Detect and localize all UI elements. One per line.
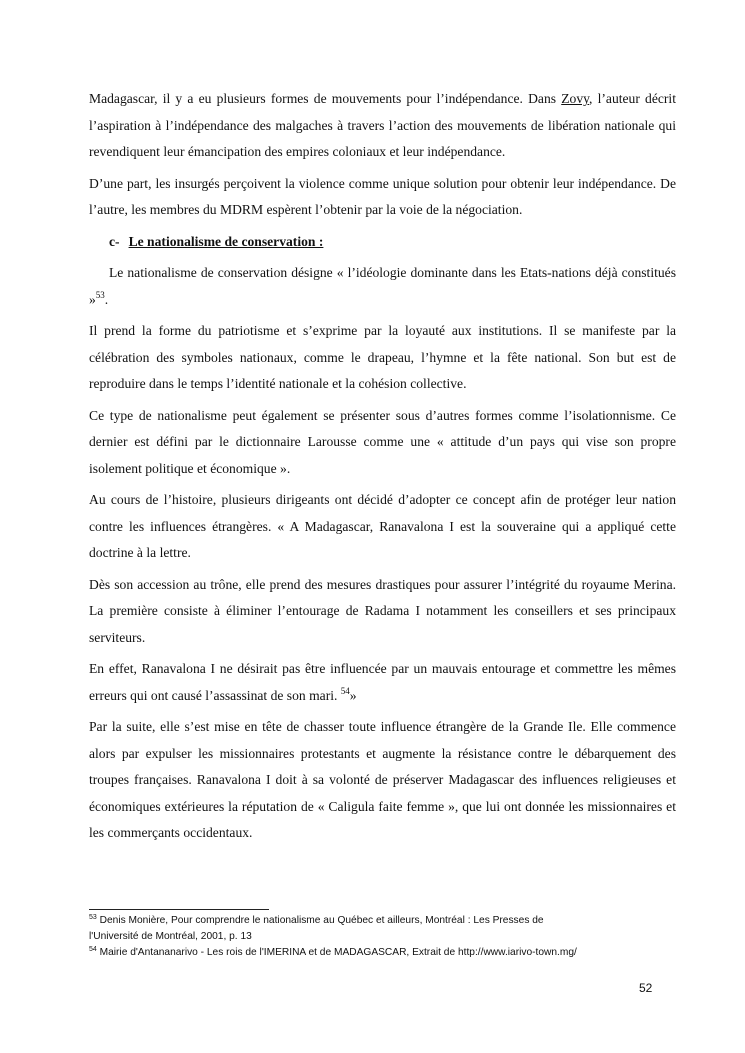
section-label: c- <box>109 233 120 249</box>
paragraph-patriotism: Il prend la forme du patriotisme et s’exprime par la loyauté aux institutions. Il se manifeste par la célébration des symboles nationaux, comme le drapeau, l’hymne et la fête national. Son but est de reproduire dans le temps l’identité nationale et la cohésion collective. <box>89 323 676 391</box>
footnote-separator <box>89 909 269 910</box>
page-body <box>89 86 676 852</box>
page-number: 52 <box>639 981 653 995</box>
paragraph-intro: Madagascar, il y a eu plusieurs formes de mouvements pour l’indépendance. Dans Zovy, l’auteur décrit l’aspiration à l’indépendance des malgaches à travers l’action des mouvements de libération nationale qui revendiquent leur émancipation des empires coloniaux et leur indépendance. <box>89 91 676 159</box>
paragraph-definition: Le nationalisme de conservation désigne « l’idéologie dominante dans les Etats-nations déjà constitués »$^{53}$. <box>89 265 676 307</box>
book-title-zovy: Zovy <box>561 91 590 106</box>
paragraph-isolationism: Ce type de nationalisme peut également se présenter sous d’autres formes comme l’isolationnisme. Ce dernier est défini par le dictionnaire Larousse comme une « attitude d’un pays qui vise son propre isolement politique et économique ». <box>89 407 676 476</box>
paragraph-caligula: Par la suite, elle s’est mise en tête de chasser toute influence étrangère de la Grande Ile. Elle commence alors par expulser les missionnaires protestants et augmente la résistance contre le débarquement des troupes françaises. Ranavalona I doit à sa volonté de préserver Madagascar des influences religieuses et économiques extérieures la réputation de « Caligula faite femme », que lui ont donnée les missionnaires et les commerçants occidentaux. <box>89 719 676 840</box>
footnote-53: $^{53}$ Denis Monière, Pour comprendre le nationalisme au Québec et ailleurs, Montréal : Les Presses de <box>89 914 544 926</box>
footnotes <box>89 913 679 961</box>
paragraph-accession: Dès son accession au trône, elle prend des mesures drastiques pour assurer l’intégrité du royaume Merina. La première consiste à éliminer l’entourage de Radama I notamment les conseillers et ses principaux serviteurs. <box>89 576 676 645</box>
footnote-ref-53[interactable]: 53 <box>95 289 105 300</box>
paragraph-history: Au cours de l’histoire, plusieurs dirigeants ont décidé d’adopter ce concept afin de protéger leur nation contre les influences étrangères. « A Madagascar, Ranavalona I est la souveraine qui a appliqué cette doctrine à la lettre. <box>89 492 676 560</box>
paragraph-influence: En effet, Ranavalona I ne désirait pas être influencée par un mauvais entourage et commettre les mêmes erreurs qui ont causé l’assassinat de son mari. $^{54}$» <box>89 661 676 703</box>
footnote-54: $^{54}$ Mairie d'Antananarivo - Les rois de l'IMERINA et de MADAGASCAR, Extrait de http://www.iarivo-town.mg/ <box>89 946 577 958</box>
footnote-ref-54[interactable]: 54 <box>340 685 350 696</box>
paragraph-insurgents: D’une part, les insurgés perçoivent la violence comme unique solution pour obtenir leur indépendance. De l’autre, les membres du MDRM espèrent l’obtenir par la voie de la négociation. <box>89 175 676 217</box>
section-title: Le nationalisme de conservation : <box>128 233 324 249</box>
section-heading <box>109 229 676 256</box>
footnote-53-continued: l'Université de Montréal, 2001, p. 13 <box>89 931 252 942</box>
